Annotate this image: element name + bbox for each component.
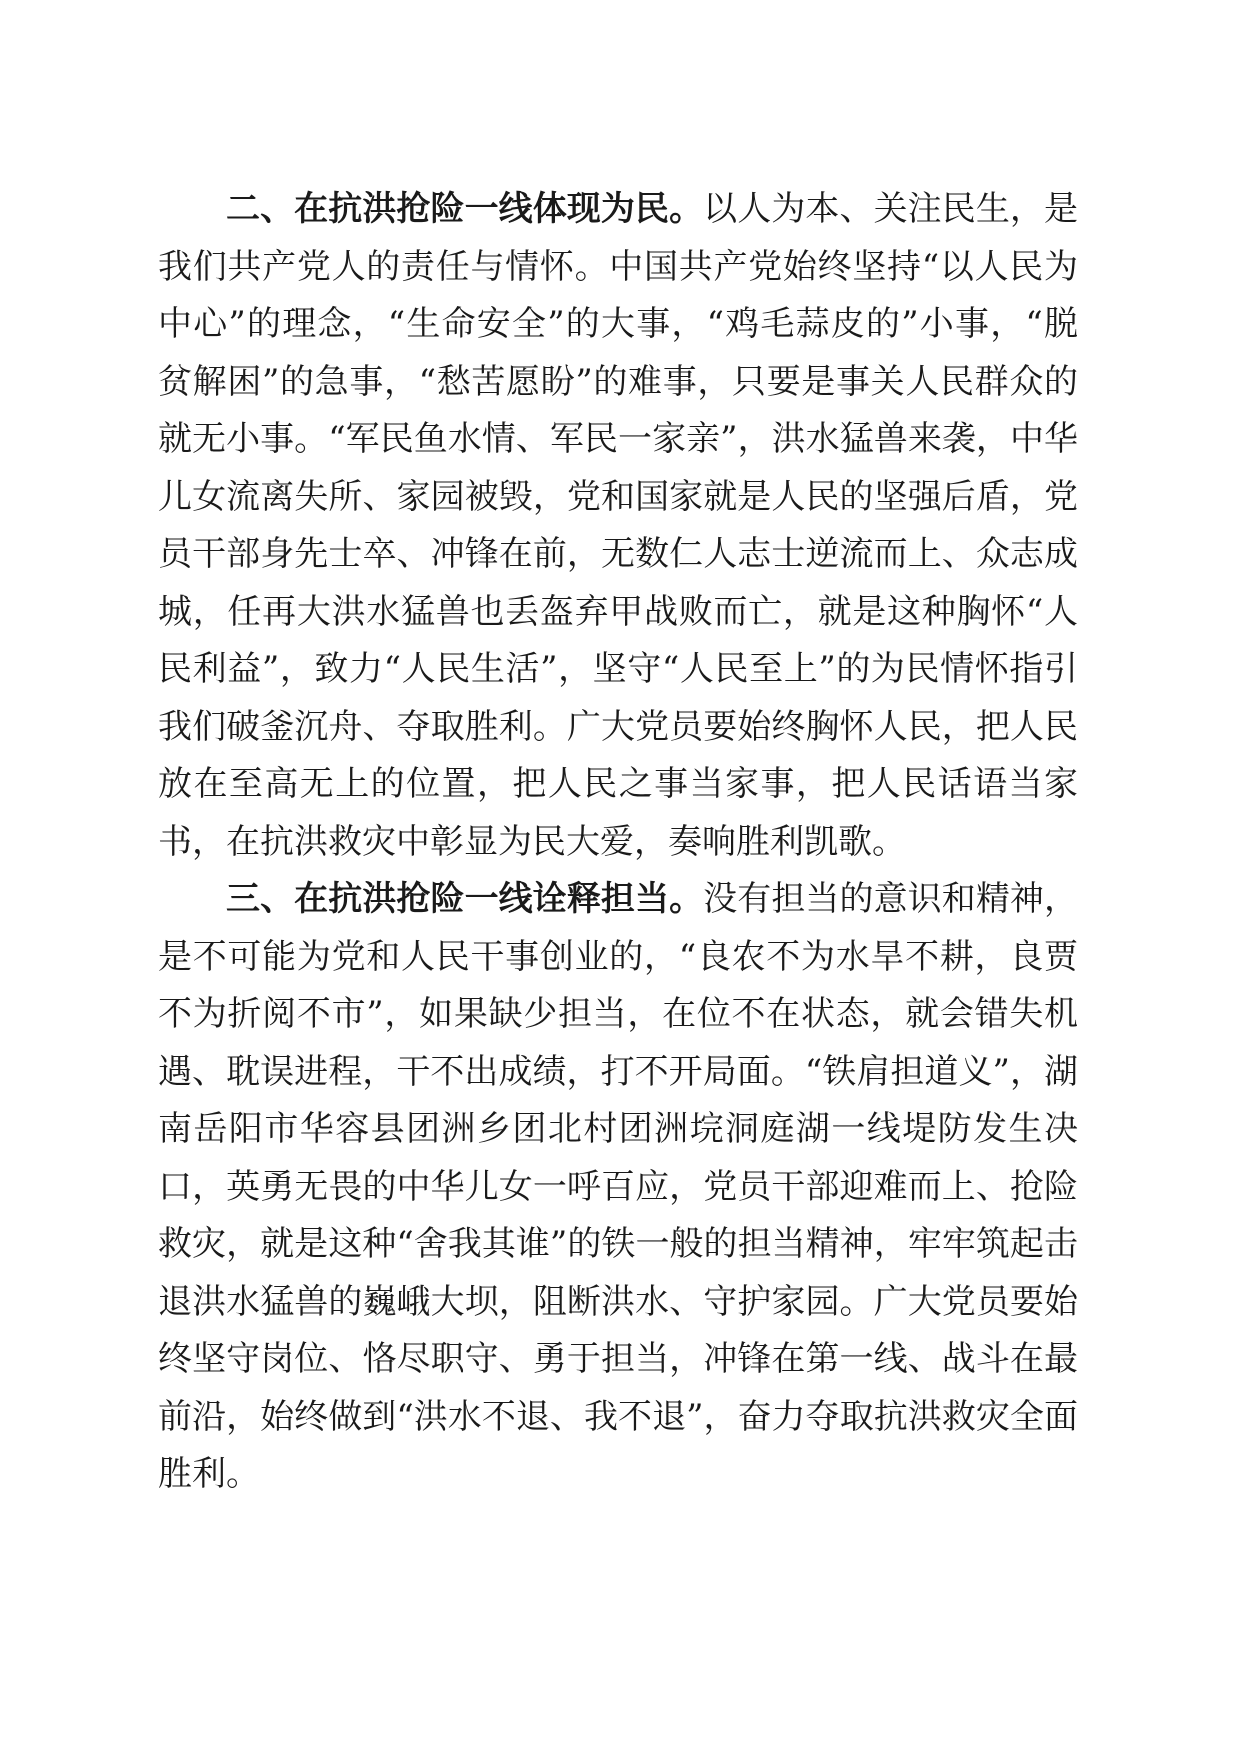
- paragraph-heading: 二、在抗洪抢险一线体现为民。: [226, 189, 704, 229]
- paragraph-for-the-people: [158, 181, 1078, 871]
- paragraph-text: 没有担当的意识和精神，是不可能为党和人民干事创业的，“良农不为水旱不耕，良贾不为折阅不市”，如果缺少担当，在位不在状态，就会错失机遇、耽误进程，干不出成绩，打不开局面。“铁肩担道义”，湖南岳阳市华容县团洲乡团北村团洲垸洞庭湖一线堤防发生决口，英勇无畏的中华儿女一呼百应，党员干部迎难而上、抢险救灾，就是这种“舍我其谁”的铁一般的担当精神，牢牢筑起击退洪水猛兽的巍峨大坝，阻断洪水、守护家园。广大党员要始终坚守岗位、恪尽职守、勇于担当，冲锋在第一线、战斗在最前沿，始终做到“洪水不退、我不退”，奋力夺取抗洪救灾全面胜利。: [158, 879, 1079, 1494]
- paragraph-heading: 三、在抗洪抢险一线诠释担当。: [226, 879, 704, 919]
- paragraph-responsibility: [158, 871, 1078, 1504]
- document-body: [158, 181, 1078, 1504]
- paragraph-text: 以人为本、关注民生，是我们共产党人的责任与情怀。中国共产党始终坚持“以人民为中心”的理念，“生命安全”的大事，“鸡毛蒜皮的”小事，“脱贫解困”的急事，“愁苦愿盼”的难事，只要是事关人民群众的就无小事。“军民鱼水情、军民一家亲”，洪水猛兽来袭，中华儿女流离失所、家园被毁，党和国家就是人民的坚强后盾，党员干部身先士卒、冲锋在前，无数仁人志士逆流而上、众志成城，任再大洪水猛兽也丢盔弃甲战败而亡，就是这种胸怀“人民利益”，致力“人民生活”，坚守“人民至上”的为民情怀指引我们破釜沉舟、夺取胜利。广大党员要始终胸怀人民，把人民放在至高无上的位置，把人民之事当家事，把人民话语当家书，在抗洪救灾中彰显为民大爱，奏响胜利凯歌。: [158, 189, 1079, 862]
